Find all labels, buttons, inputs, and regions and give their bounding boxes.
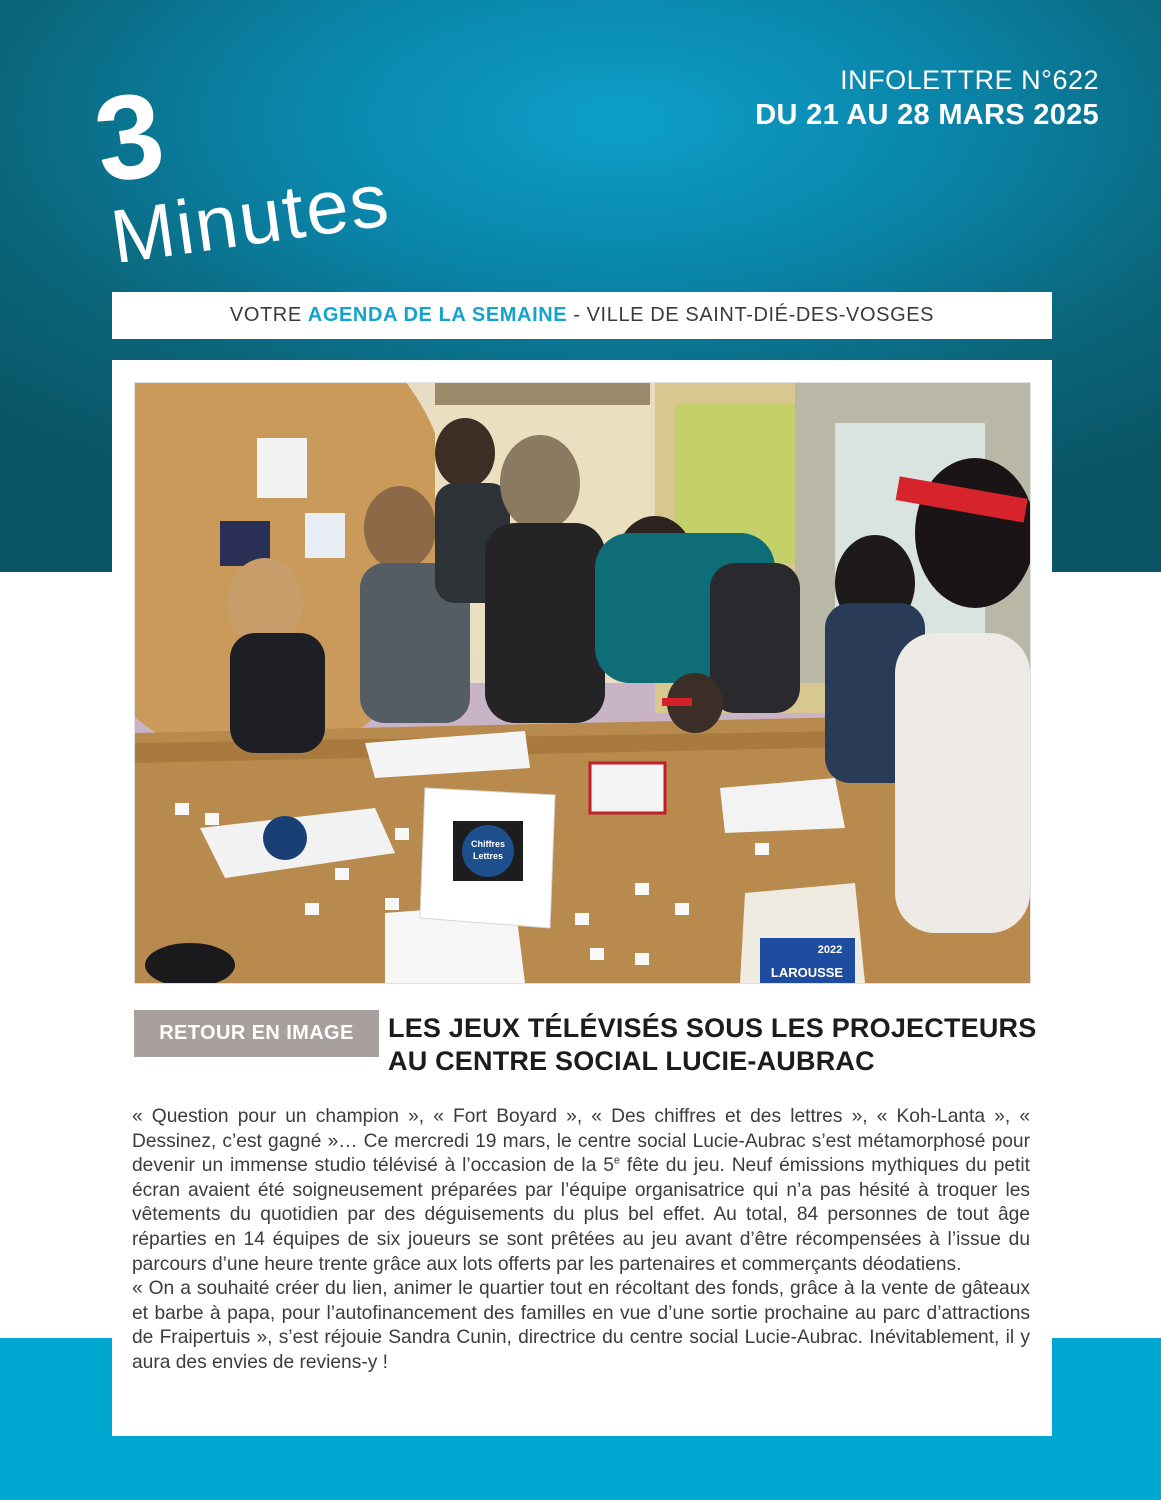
paragraph-1-superscript: e xyxy=(613,1154,621,1167)
photo-illustration xyxy=(135,383,1030,983)
logo-word: Minutes xyxy=(105,157,396,262)
paragraph-1-part-a: « Question pour un champion », « Fort Boyard », « Des chiffres et des lettres », « Koh-Lanta », « Dessinez, c’est gagné »… Ce mercredi 19 mars, le centre social Lucie-Aubrac s’est métamorphosé pour devenir un immense studio télévisé à l’occasion de la 5 xyxy=(132,1106,1030,1177)
article-body xyxy=(132,1105,1030,1376)
issue-number: INFOLETTRE N°622 xyxy=(840,65,1099,95)
article-photo xyxy=(134,382,1031,984)
sign-text-line2: Lettres xyxy=(472,851,504,861)
paragraph-2: « On a souhaité créer du lien, animer le quartier tout en récoltant des fonds, grâce à la vente de gâteaux et barbe à papa, pour l’autofinancement des familles en vue d’une sortie prochaine au parc d’attractions de Fraipertuis », s’est réjouie Sandra Cunin, directrice du centre social Lucie-Aubrac. Inévitablement, il y aura des envies de reviens-y ! xyxy=(132,1278,1030,1373)
agenda-suffix: - VILLE DE SAINT-DIÉ-DES-VOSGES xyxy=(573,304,935,326)
article-headline xyxy=(388,1012,1038,1078)
paragraph-1-part-b: fête du jeu. Neuf émissions mythiques du petit écran avaient été soigneusement préparées par l’équipe organisatrice qui n’a pas hésité à troquer les vêtements du quotidien par des déguisements du plus bel effet. Au total, 84 personnes de tout âge réparties en 14 équipes de six joueurs se sont prêtées au jeu avant d’être récompensées à l’issue du parcours d’une heure trente grâce aux lots offerts par les partenaires et commerçants déodatiens. xyxy=(132,1155,1030,1275)
headline-line-2: AU CENTRE SOCIAL LUCIE-AUBRAC xyxy=(388,1046,875,1076)
article-card xyxy=(112,360,1052,1436)
headline-line-1: LES JEUX TÉLÉVISÉS SOUS LES PROJECTEURS xyxy=(388,1013,1037,1043)
book-year: 2022 xyxy=(817,944,843,956)
sign-text-line1: Chiffres xyxy=(470,839,506,849)
logo-number: 3 xyxy=(92,66,172,209)
agenda-prefix: VOTRE xyxy=(229,304,302,326)
agenda-bar xyxy=(112,292,1052,339)
book-title: LAROUSSE xyxy=(770,965,844,980)
issue-info xyxy=(755,64,1099,134)
brand-logo xyxy=(92,52,432,262)
paragraph-1 xyxy=(132,1105,1030,1277)
section-tag: RETOUR EN IMAGE xyxy=(134,1010,379,1057)
issue-dates: DU 21 AU 28 MARS 2025 xyxy=(755,99,1099,131)
logo-graphic xyxy=(92,52,432,262)
agenda-highlight: AGENDA DE LA SEMAINE xyxy=(307,304,568,326)
